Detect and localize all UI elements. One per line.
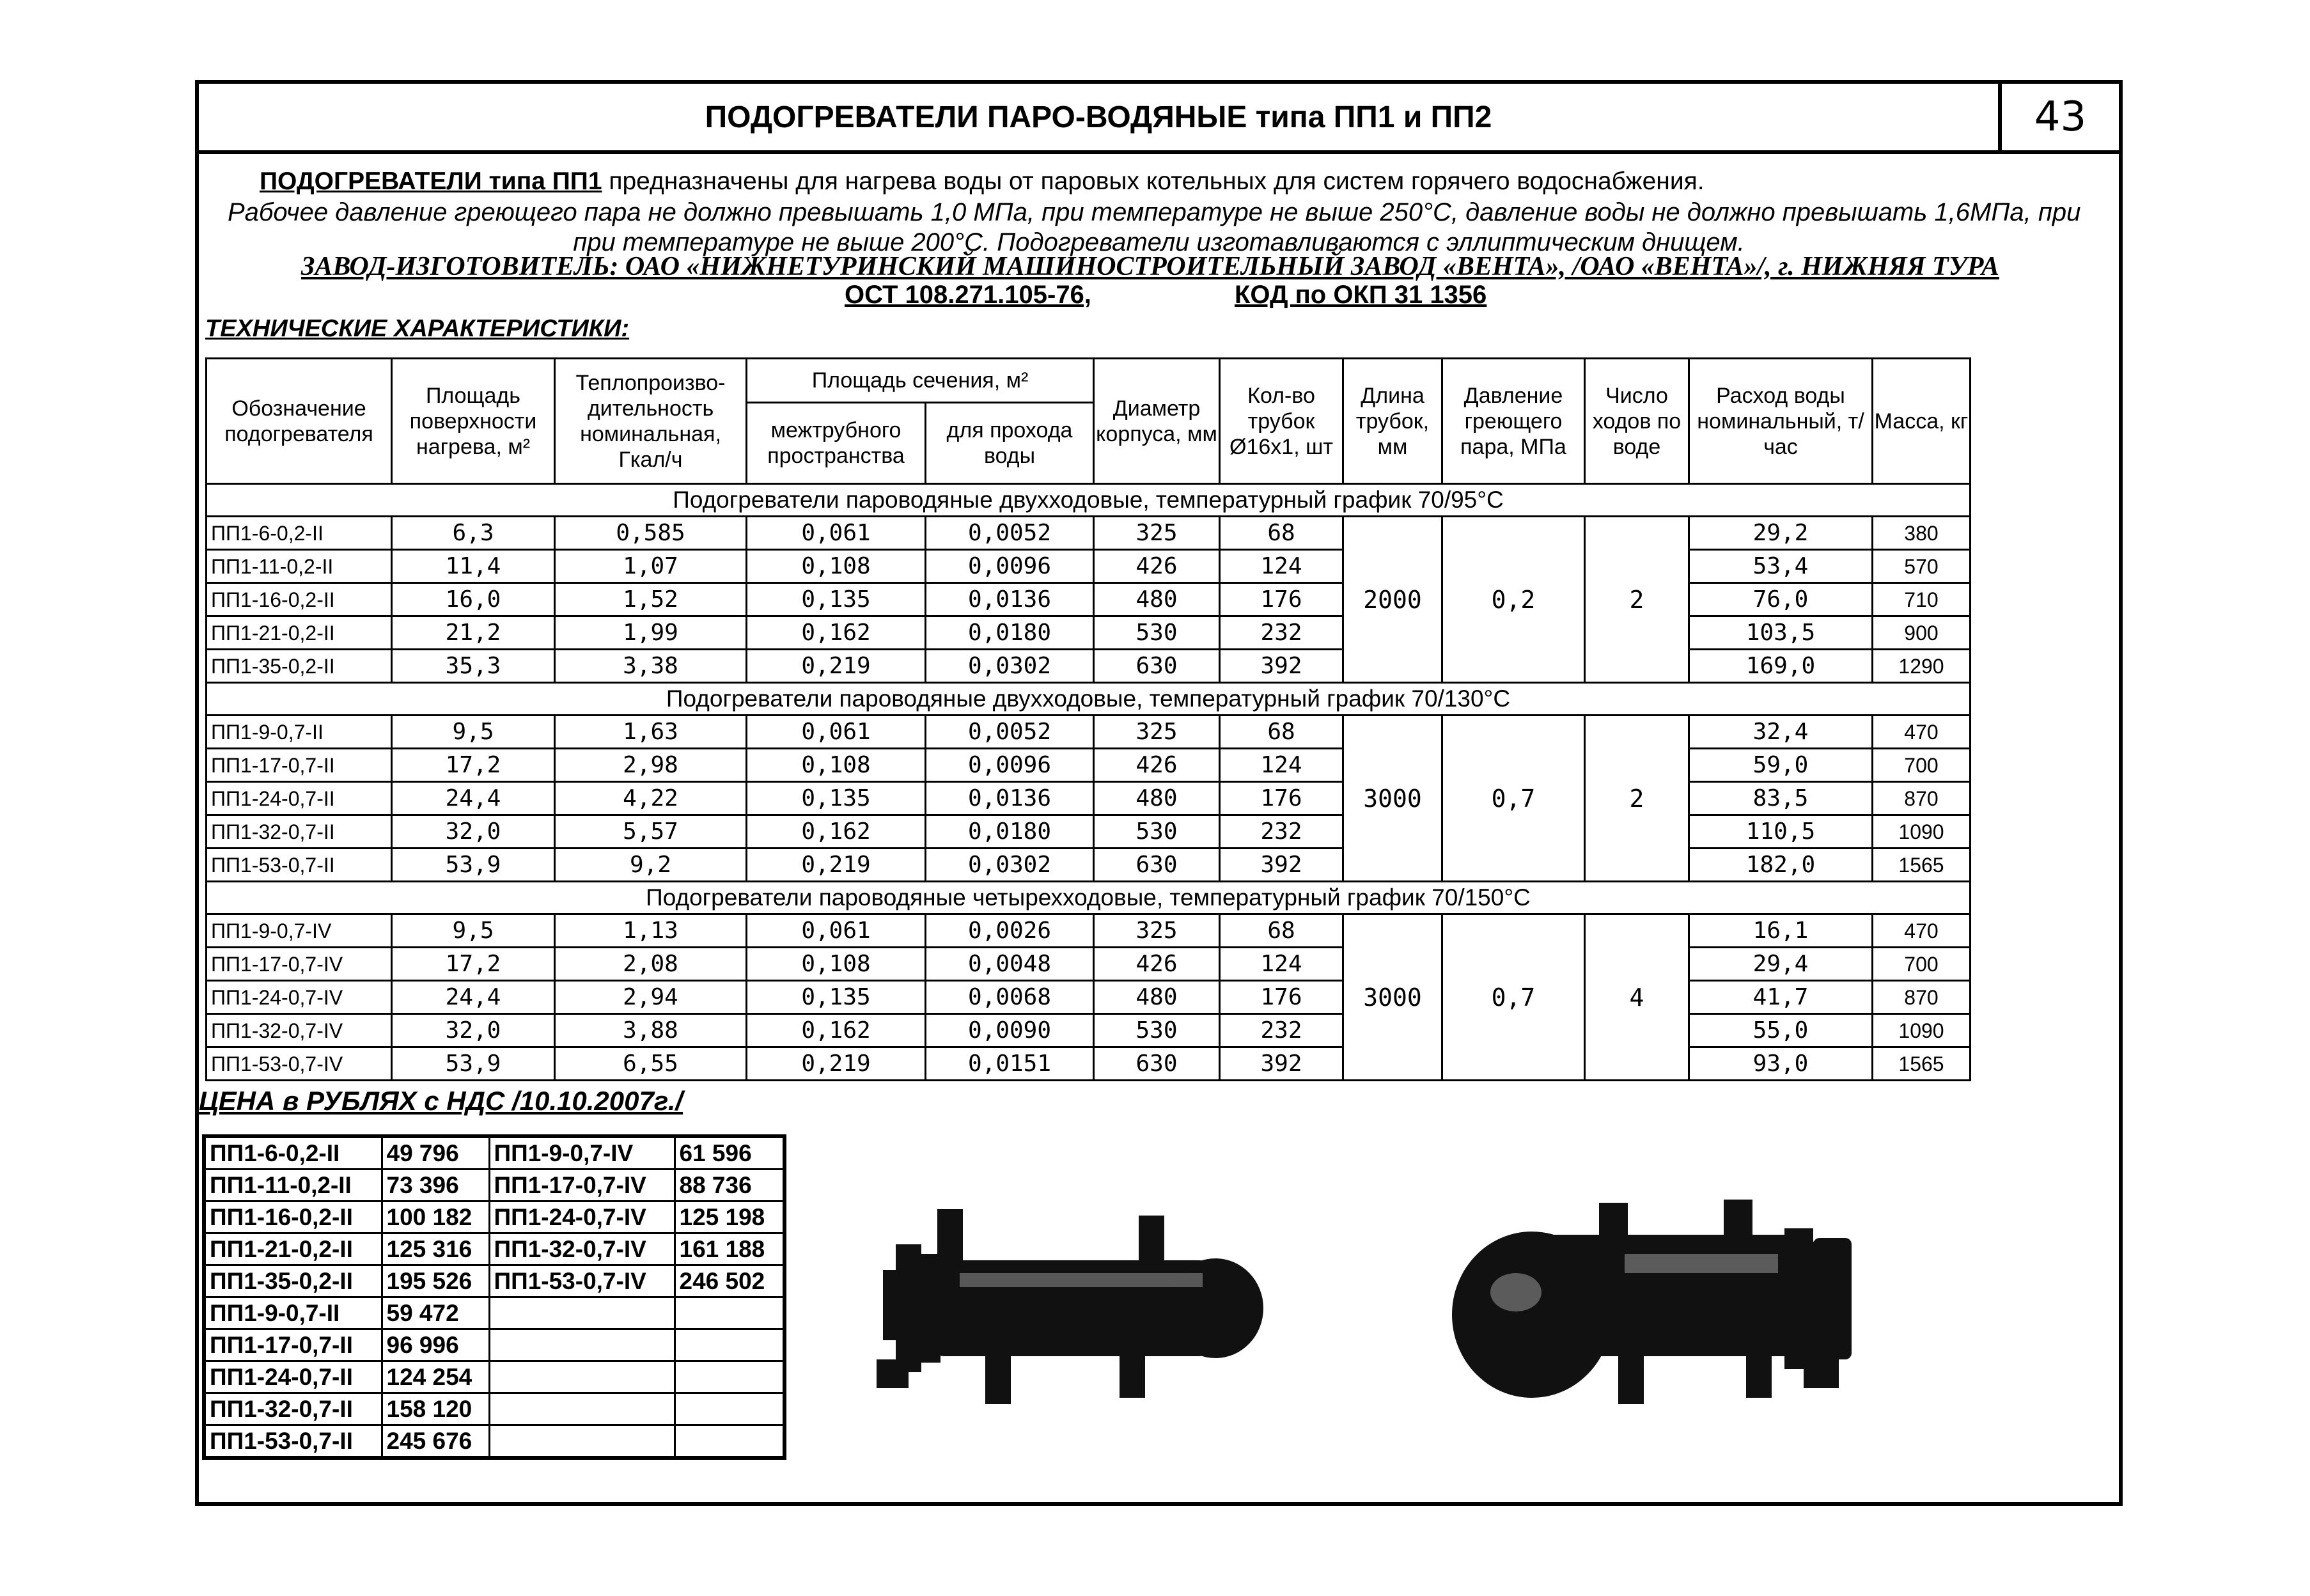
header-section-inter: межтрубного пространства (747, 403, 926, 484)
price-row (204, 1329, 784, 1361)
cell-d: 630 (1094, 849, 1220, 882)
cell-s2: 0,0151 (926, 1047, 1094, 1081)
cell-mass: 470 (1873, 716, 1971, 749)
table-row (207, 815, 1971, 849)
price-model: ПП1-53-0,7-IV (489, 1265, 675, 1297)
cell-area: 17,2 (392, 948, 555, 981)
cell-flow: 169,0 (1689, 650, 1873, 683)
cell-s1: 0,219 (747, 650, 926, 683)
heater-highlight (960, 1273, 1203, 1287)
cell-area: 35,3 (392, 650, 555, 683)
cell-passes: 2 (1585, 517, 1689, 683)
price-value: 59 472 (382, 1297, 489, 1329)
table-row (207, 1047, 1971, 1081)
header-diameter: Диаметр корпуса, мм (1094, 359, 1220, 484)
cell-n: 232 (1220, 616, 1343, 650)
cell-flow: 16,1 (1689, 914, 1873, 948)
price-model: ПП1-32-0,7-II (204, 1393, 382, 1425)
cell-flow: 103,5 (1689, 616, 1873, 650)
okp-code: КОД по ОКП 31 1356 (1235, 281, 1487, 309)
cell-pressure: 0,7 (1442, 716, 1585, 882)
table-row (207, 550, 1971, 583)
intro-line-3: при температуре не выше 200°С. Подогреватели изготавливаются с эллиптическим днищем. (573, 228, 1745, 256)
cell-n: 124 (1220, 948, 1343, 981)
table-row (207, 948, 1971, 981)
cell-s2: 0,0302 (926, 849, 1094, 882)
price-table (202, 1134, 786, 1460)
cell-s1: 0,135 (747, 981, 926, 1014)
title-bar (199, 84, 2002, 154)
heater-foot-1 (877, 1359, 909, 1388)
cell-area: 16,0 (392, 583, 555, 616)
cell-s1: 0,108 (747, 948, 926, 981)
table-row (207, 517, 1971, 550)
cell-flow: 29,2 (1689, 517, 1873, 550)
price-value: 49 796 (382, 1136, 489, 1170)
cell-d: 530 (1094, 616, 1220, 650)
price-row (204, 1393, 784, 1425)
cell-name: ПП1-53-0,7-IV (207, 1047, 392, 1081)
cell-name: ПП1-17-0,7-II (207, 749, 392, 782)
cell-n: 68 (1220, 517, 1343, 550)
cell-s1: 0,135 (747, 782, 926, 815)
cell-pressure: 0,7 (1442, 914, 1585, 1081)
price-value (675, 1393, 784, 1425)
cell-area: 53,9 (392, 1047, 555, 1081)
price-model: ПП1-17-0,7-IV (489, 1170, 675, 1201)
intro-line-2: Рабочее давление греющего пара не должно превышать 1,0 МПа, при температуре не выше 250°С, давление воды не должно превышать 1,6МПа, при (228, 198, 2081, 226)
header-tubes: Кол-во трубок Ø16x1, шт (1220, 359, 1343, 484)
cell-name: ПП1-16-0,2-II (207, 583, 392, 616)
cell-flow: 76,0 (1689, 583, 1873, 616)
cell-name: ПП1-35-0,2-II (207, 650, 392, 683)
price-model: ПП1-9-0,7-IV (489, 1136, 675, 1170)
cell-flow: 29,4 (1689, 948, 1873, 981)
price-value (675, 1425, 784, 1459)
price-model: ПП1-6-0,2-II (204, 1136, 382, 1170)
price-value (675, 1297, 784, 1329)
group-title: Подогреватели пароводяные двухходовые, температурный график 70/95°С (207, 484, 1971, 517)
header-length: Длина трубок, мм (1343, 359, 1442, 484)
table-row (207, 782, 1971, 815)
cell-cap: 2,98 (555, 749, 747, 782)
price-model: ПП1-35-0,2-II (204, 1265, 382, 1297)
price-row (204, 1297, 784, 1329)
cell-n: 392 (1220, 849, 1343, 882)
cell-s2: 0,0096 (926, 749, 1094, 782)
intro-type-label: ПОДОГРЕВАТЕЛИ типа ПП1 (260, 168, 602, 195)
cell-cap: 0,585 (555, 517, 747, 550)
heater-flange-inner (921, 1254, 940, 1363)
cell-name: ПП1-17-0,7-IV (207, 948, 392, 981)
heater2-nozzle-2 (1724, 1200, 1752, 1248)
cell-s1: 0,108 (747, 550, 926, 583)
cell-s2: 0,0068 (926, 981, 1094, 1014)
price-row (204, 1361, 784, 1393)
price-value: 246 502 (675, 1265, 784, 1297)
price-table-body (204, 1136, 784, 1458)
price-value: 96 996 (382, 1329, 489, 1361)
cell-flow: 53,4 (1689, 550, 1873, 583)
heater-support-2 (1120, 1353, 1145, 1398)
price-model: ПП1-16-0,2-II (204, 1201, 382, 1233)
cell-area: 17,2 (392, 749, 555, 782)
cell-s1: 0,162 (747, 815, 926, 849)
cell-cap: 1,52 (555, 583, 747, 616)
cell-area: 53,9 (392, 849, 555, 882)
header-area: Площадь поверхности нагрева, м² (392, 359, 555, 484)
price-value: 100 182 (382, 1201, 489, 1233)
price-value (675, 1329, 784, 1361)
heater2-flange (1784, 1228, 1813, 1369)
table-row (207, 716, 1971, 749)
cell-n: 176 (1220, 782, 1343, 815)
cell-mass: 700 (1873, 749, 1971, 782)
cell-n: 232 (1220, 1014, 1343, 1047)
header-mass: Масса, кг (1873, 359, 1971, 484)
cell-s2: 0,0048 (926, 948, 1094, 981)
cell-d: 480 (1094, 583, 1220, 616)
cell-s2: 0,0026 (926, 914, 1094, 948)
cell-name: ПП1-9-0,7-II (207, 716, 392, 749)
cell-mass: 900 (1873, 616, 1971, 650)
ost-code: ОСТ 108.271.105-76, (845, 281, 1091, 309)
heater-head (883, 1270, 905, 1340)
price-model: ПП1-53-0,7-II (204, 1425, 382, 1459)
table-row (207, 749, 1971, 782)
cell-s2: 0,0302 (926, 650, 1094, 683)
cell-n: 176 (1220, 583, 1343, 616)
table-row (207, 1014, 1971, 1047)
page-number-box (2002, 84, 2119, 154)
price-row (204, 1201, 784, 1233)
price-row (204, 1170, 784, 1201)
cell-cap: 1,13 (555, 914, 747, 948)
spec-table (205, 357, 1971, 1081)
cell-mass: 1565 (1873, 1047, 1971, 1081)
cell-cap: 3,88 (555, 1014, 747, 1047)
cell-cap: 9,2 (555, 849, 747, 882)
heater2-foot (1804, 1353, 1839, 1388)
cell-name: ПП1-24-0,7-II (207, 782, 392, 815)
cell-flow: 83,5 (1689, 782, 1873, 815)
intro-purpose: предназначены для нагрева воды от паровых котельных для систем горячего водоснабжения. (602, 168, 1705, 195)
cell-length: 2000 (1343, 517, 1442, 683)
group-row (207, 683, 1971, 716)
cell-n: 392 (1220, 650, 1343, 683)
table-row (207, 583, 1971, 616)
page-title: ПОДОГРЕВАТЕЛИ ПАРО-ВОДЯНЫЕ типа ПП1 и ПП2 (705, 100, 1492, 134)
cell-d: 530 (1094, 1014, 1220, 1047)
group-title: Подогреватели пароводяные четырехходовые, температурный график 70/150°С (207, 882, 1971, 914)
price-model (489, 1425, 675, 1459)
heater2-nozzle-1 (1599, 1203, 1628, 1248)
price-model (489, 1297, 675, 1329)
heater-photo-left (870, 1200, 1318, 1417)
price-value: 73 396 (382, 1170, 489, 1201)
price-model: ПП1-11-0,2-II (204, 1170, 382, 1201)
heater-support-1 (985, 1353, 1011, 1404)
cell-n: 176 (1220, 981, 1343, 1014)
cell-mass: 1565 (1873, 849, 1971, 882)
cell-length: 3000 (1343, 914, 1442, 1081)
cell-flow: 93,0 (1689, 1047, 1873, 1081)
heater2-support-1 (1618, 1350, 1644, 1404)
heater2-cap-glare (1490, 1273, 1541, 1311)
tech-heading: ТЕХНИЧЕСКИЕ ХАРАКТЕРИСТИКИ: (205, 315, 630, 342)
cell-cap: 1,99 (555, 616, 747, 650)
cell-cap: 5,57 (555, 815, 747, 849)
cell-area: 24,4 (392, 782, 555, 815)
cell-name: ПП1-53-0,7-II (207, 849, 392, 882)
cell-s1: 0,219 (747, 1047, 926, 1081)
heater-photo-right (1446, 1190, 1893, 1420)
cell-cap: 2,94 (555, 981, 747, 1014)
cell-flow: 59,0 (1689, 749, 1873, 782)
cell-area: 11,4 (392, 550, 555, 583)
cell-s2: 0,0180 (926, 616, 1094, 650)
cell-mass: 1090 (1873, 1014, 1971, 1047)
price-value: 161 188 (675, 1233, 784, 1265)
cell-s1: 0,219 (747, 849, 926, 882)
table-row (207, 616, 1971, 650)
cell-n: 68 (1220, 716, 1343, 749)
cell-s1: 0,108 (747, 749, 926, 782)
cell-s1: 0,162 (747, 616, 926, 650)
cell-d: 325 (1094, 914, 1220, 948)
cell-d: 325 (1094, 517, 1220, 550)
cell-cap: 3,38 (555, 650, 747, 683)
cell-s1: 0,162 (747, 1014, 926, 1047)
table-row (207, 981, 1971, 1014)
cell-name: ПП1-6-0,2-II (207, 517, 392, 550)
cell-d: 325 (1094, 716, 1220, 749)
price-model (489, 1361, 675, 1393)
price-value: 125 316 (382, 1233, 489, 1265)
cell-name: ПП1-9-0,7-IV (207, 914, 392, 948)
price-value: 124 254 (382, 1361, 489, 1393)
cell-d: 480 (1094, 981, 1220, 1014)
cell-s2: 0,0090 (926, 1014, 1094, 1047)
cell-mass: 710 (1873, 583, 1971, 616)
cell-pressure: 0,2 (1442, 517, 1585, 683)
heater-nozzle-2 (1139, 1216, 1164, 1264)
cell-mass: 1290 (1873, 650, 1971, 683)
price-row (204, 1265, 784, 1297)
cell-n: 124 (1220, 749, 1343, 782)
cell-s1: 0,061 (747, 914, 926, 948)
cell-s2: 0,0052 (926, 517, 1094, 550)
cell-area: 32,0 (392, 815, 555, 849)
header-flow: Расход воды номинальный, т/час (1689, 359, 1873, 484)
cell-d: 480 (1094, 782, 1220, 815)
price-value: 125 198 (675, 1201, 784, 1233)
group-row (207, 882, 1971, 914)
cell-area: 24,4 (392, 981, 555, 1014)
price-model: ПП1-17-0,7-II (204, 1329, 382, 1361)
cell-length: 3000 (1343, 716, 1442, 882)
cell-d: 426 (1094, 948, 1220, 981)
cell-d: 630 (1094, 650, 1220, 683)
price-row (204, 1136, 784, 1170)
price-model: ПП1-32-0,7-IV (489, 1233, 675, 1265)
cell-mass: 1090 (1873, 815, 1971, 849)
cell-mass: 870 (1873, 981, 1971, 1014)
price-model: ПП1-9-0,7-II (204, 1297, 382, 1329)
page-frame (195, 80, 2123, 1506)
price-model: ПП1-24-0,7-IV (489, 1201, 675, 1233)
cell-flow: 32,4 (1689, 716, 1873, 749)
cell-mass: 470 (1873, 914, 1971, 948)
table-row (207, 650, 1971, 683)
header-passes: Число ходов по воде (1585, 359, 1689, 484)
heater2-highlight (1625, 1254, 1778, 1273)
header-section-water: для прохода воды (926, 403, 1094, 484)
cell-d: 426 (1094, 749, 1220, 782)
cell-flow: 55,0 (1689, 1014, 1873, 1047)
cell-s2: 0,0136 (926, 782, 1094, 815)
cell-d: 630 (1094, 1047, 1220, 1081)
manufacturer-line: ЗАВОД-ИЗГОТОВИТЕЛЬ: ОАО «НИЖНЕТУРИНСКИЙ МАШИНОСТРОИТЕЛЬНЫЙ ЗАВОД «ВЕНТА», /ОАО «ВЕНТА»/, г. НИЖНЯЯ ТУРА (301, 252, 1999, 281)
price-value: 245 676 (382, 1425, 489, 1459)
heater2-support-2 (1746, 1350, 1772, 1398)
price-value: 158 120 (382, 1393, 489, 1425)
cell-mass: 570 (1873, 550, 1971, 583)
heater-nozzle-1 (937, 1209, 963, 1264)
cell-name: ПП1-32-0,7-II (207, 815, 392, 849)
header-capacity: Теплопроизво-дительность номинальная, Гкал/ч (555, 359, 747, 484)
price-model: ПП1-21-0,2-II (204, 1233, 382, 1265)
price-model (489, 1393, 675, 1425)
spec-table-body (207, 484, 1971, 1081)
heater2-head (1813, 1238, 1852, 1359)
cell-flow: 41,7 (1689, 981, 1873, 1014)
cell-mass: 380 (1873, 517, 1971, 550)
group-row (207, 484, 1971, 517)
cell-name: ПП1-11-0,2-II (207, 550, 392, 583)
price-value: 61 596 (675, 1136, 784, 1170)
intro-line-1 (260, 166, 1705, 198)
header-section: Площадь сечения, м² (747, 359, 1094, 403)
price-row (204, 1425, 784, 1459)
cell-name: ПП1-24-0,7-IV (207, 981, 392, 1014)
cell-passes: 4 (1585, 914, 1689, 1081)
cell-passes: 2 (1585, 716, 1689, 882)
cell-s1: 0,135 (747, 583, 926, 616)
page-number: 43 (2034, 93, 2087, 141)
cell-s2: 0,0180 (926, 815, 1094, 849)
cell-n: 124 (1220, 550, 1343, 583)
cell-name: ПП1-32-0,7-IV (207, 1014, 392, 1047)
group-title: Подогреватели пароводяные двухходовые, температурный график 70/130°С (207, 683, 1971, 716)
price-title: ЦЕНА в РУБЛЯХ с НДС /10.10.2007г./ (199, 1086, 683, 1116)
cell-cap: 4,22 (555, 782, 747, 815)
cell-n: 232 (1220, 815, 1343, 849)
cell-area: 32,0 (392, 1014, 555, 1047)
cell-area: 6,3 (392, 517, 555, 550)
cell-n: 68 (1220, 914, 1343, 948)
price-row (204, 1233, 784, 1265)
price-value: 88 736 (675, 1170, 784, 1201)
cell-s1: 0,061 (747, 716, 926, 749)
cell-cap: 1,63 (555, 716, 747, 749)
price-model (489, 1329, 675, 1361)
cell-cap: 1,07 (555, 550, 747, 583)
header-pressure: Давление греющего пара, МПа (1442, 359, 1585, 484)
cell-d: 426 (1094, 550, 1220, 583)
cell-n: 392 (1220, 1047, 1343, 1081)
cell-s1: 0,061 (747, 517, 926, 550)
price-value: 195 526 (382, 1265, 489, 1297)
table-row (207, 914, 1971, 948)
heater2-end-cap (1452, 1232, 1612, 1398)
cell-cap: 6,55 (555, 1047, 747, 1081)
cell-flow: 182,0 (1689, 849, 1873, 882)
cell-area: 21,2 (392, 616, 555, 650)
cell-d: 530 (1094, 815, 1220, 849)
cell-mass: 870 (1873, 782, 1971, 815)
price-value (675, 1361, 784, 1393)
cell-area: 9,5 (392, 716, 555, 749)
header-name: Обозначение подогревателя (207, 359, 392, 484)
table-row (207, 849, 1971, 882)
cell-s2: 0,0096 (926, 550, 1094, 583)
cell-name: ПП1-21-0,2-II (207, 616, 392, 650)
cell-area: 9,5 (392, 914, 555, 948)
cell-flow: 110,5 (1689, 815, 1873, 849)
cell-s2: 0,0136 (926, 583, 1094, 616)
price-model: ПП1-24-0,7-II (204, 1361, 382, 1393)
cell-cap: 2,08 (555, 948, 747, 981)
cell-s2: 0,0052 (926, 716, 1094, 749)
cell-mass: 700 (1873, 948, 1971, 981)
